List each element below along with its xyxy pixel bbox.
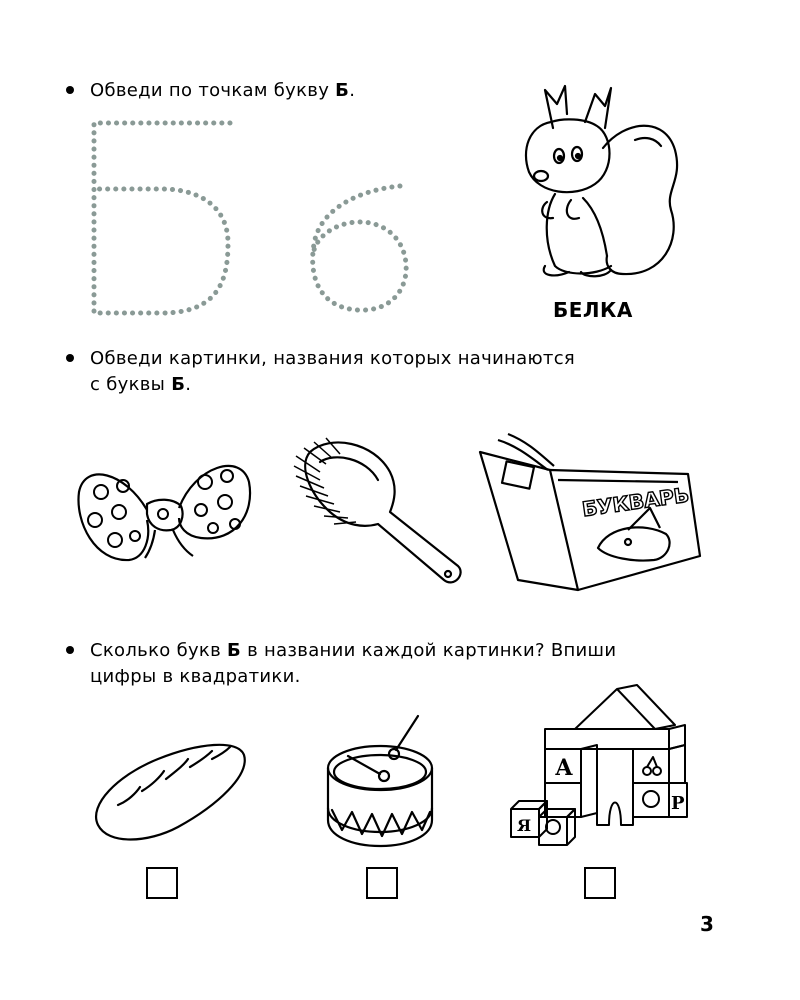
drum-icon bbox=[322, 712, 452, 852]
hairbrush-icon[interactable] bbox=[290, 432, 470, 592]
primer-book-icon[interactable] bbox=[478, 430, 708, 600]
bullet bbox=[66, 354, 74, 362]
tracing-letter-uppercase-b[interactable] bbox=[80, 115, 240, 325]
toy-blocks-icon bbox=[505, 685, 695, 855]
task1-instruction: Обведи по точкам букву Б. bbox=[90, 80, 356, 101]
task2-instruction: Обведи картинки, названия которых начинаются с буквы Б. bbox=[90, 348, 576, 395]
block-letter-r: Р bbox=[671, 793, 685, 814]
answer-box-bread[interactable] bbox=[146, 867, 178, 899]
primer-title: БУКВАРЬ bbox=[580, 482, 691, 522]
block-letter-ya: Я bbox=[517, 816, 532, 835]
tracing-letter-lowercase-b[interactable] bbox=[300, 180, 420, 320]
task3-instruction: Сколько букв Б в названии каждой картинки? Впиши цифры в квадратики. bbox=[90, 640, 617, 687]
bullet bbox=[66, 646, 74, 654]
bread-loaf-icon bbox=[88, 735, 248, 855]
page-number: 3 bbox=[700, 912, 714, 936]
answer-box-drum[interactable] bbox=[366, 867, 398, 899]
bow-icon[interactable] bbox=[75, 452, 255, 572]
squirrel-caption: БЕЛКА bbox=[553, 298, 633, 322]
block-letter-a: А bbox=[555, 755, 573, 781]
answer-box-blocks[interactable] bbox=[584, 867, 616, 899]
squirrel-icon bbox=[515, 80, 695, 280]
bullet bbox=[66, 86, 74, 94]
